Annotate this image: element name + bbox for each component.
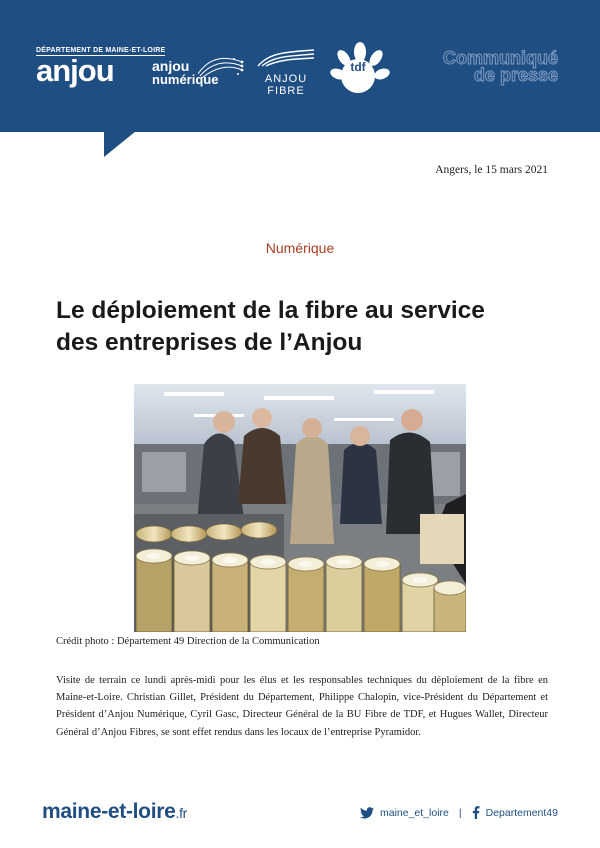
fibre-waves-icon <box>254 48 318 68</box>
header-speech-tail <box>104 131 136 157</box>
photo-credit: Crédit photo : Département 49 Direction de la Communication <box>56 636 320 647</box>
tdf-label: tdf <box>350 60 366 74</box>
facebook-icon <box>472 806 480 819</box>
twitter-handle[interactable]: maine_et_loire <box>379 806 449 819</box>
twitter-icon <box>360 807 374 819</box>
title-line1: Le déploiement de la fibre au service <box>56 297 485 324</box>
anjou-numerique-line2: numérique <box>152 72 219 87</box>
footer-site-main: maine-et-loire <box>42 800 176 823</box>
facebook-handle[interactable]: Departement49 <box>485 806 558 819</box>
rubric-label: Numérique <box>265 240 335 256</box>
footer-website-link[interactable] <box>42 800 187 824</box>
footer-social <box>360 806 558 819</box>
anjou-fibre-line1: ANJOU <box>264 73 308 85</box>
release-date: Angers, le 15 mars 2021 <box>435 164 548 176</box>
footer-separator: | <box>458 806 462 819</box>
anjou-wordmark: anjou <box>36 53 114 88</box>
article-body: Visite de terrain ce lundi après-midi pour les élus et les responsables techniques du déploiement de la fibre en Maine-et-Loire. Christian Gillet, Président du Département, Philippe Chalopin, vice-Président du Département et Président d’Anjou Numérique, Cyril Gasc, Directeur Général de la BU Fibre de TDF, et Hugues Wallet, Directeur Général d’Anjou Fibres, se sont effet rendus dans les locaux de l’entreprise Pyramidor. <box>56 675 548 738</box>
article-title <box>56 295 566 359</box>
anjou-logo[interactable] <box>36 47 165 86</box>
press-release-line2: de presse <box>473 65 558 85</box>
anjou-numerique-line1: anjou <box>152 58 190 74</box>
tdf-logo[interactable] <box>330 42 390 98</box>
anjou-fibre-line2: FIBRE <box>267 85 305 97</box>
anjou-fibre-logo[interactable] <box>254 48 318 97</box>
press-release-label <box>398 50 558 84</box>
title-line2: des entreprises de l’Anjou <box>56 329 363 356</box>
dept-label: DÉPARTEMENT DE MAINE-ET-LOIRE <box>36 47 166 54</box>
network-swoosh-icon <box>196 54 244 80</box>
header-banner <box>0 0 600 132</box>
press-release-line1: Communiqué <box>443 48 558 68</box>
article-photo <box>134 384 466 632</box>
footer-site-tld: .fr <box>175 805 188 821</box>
